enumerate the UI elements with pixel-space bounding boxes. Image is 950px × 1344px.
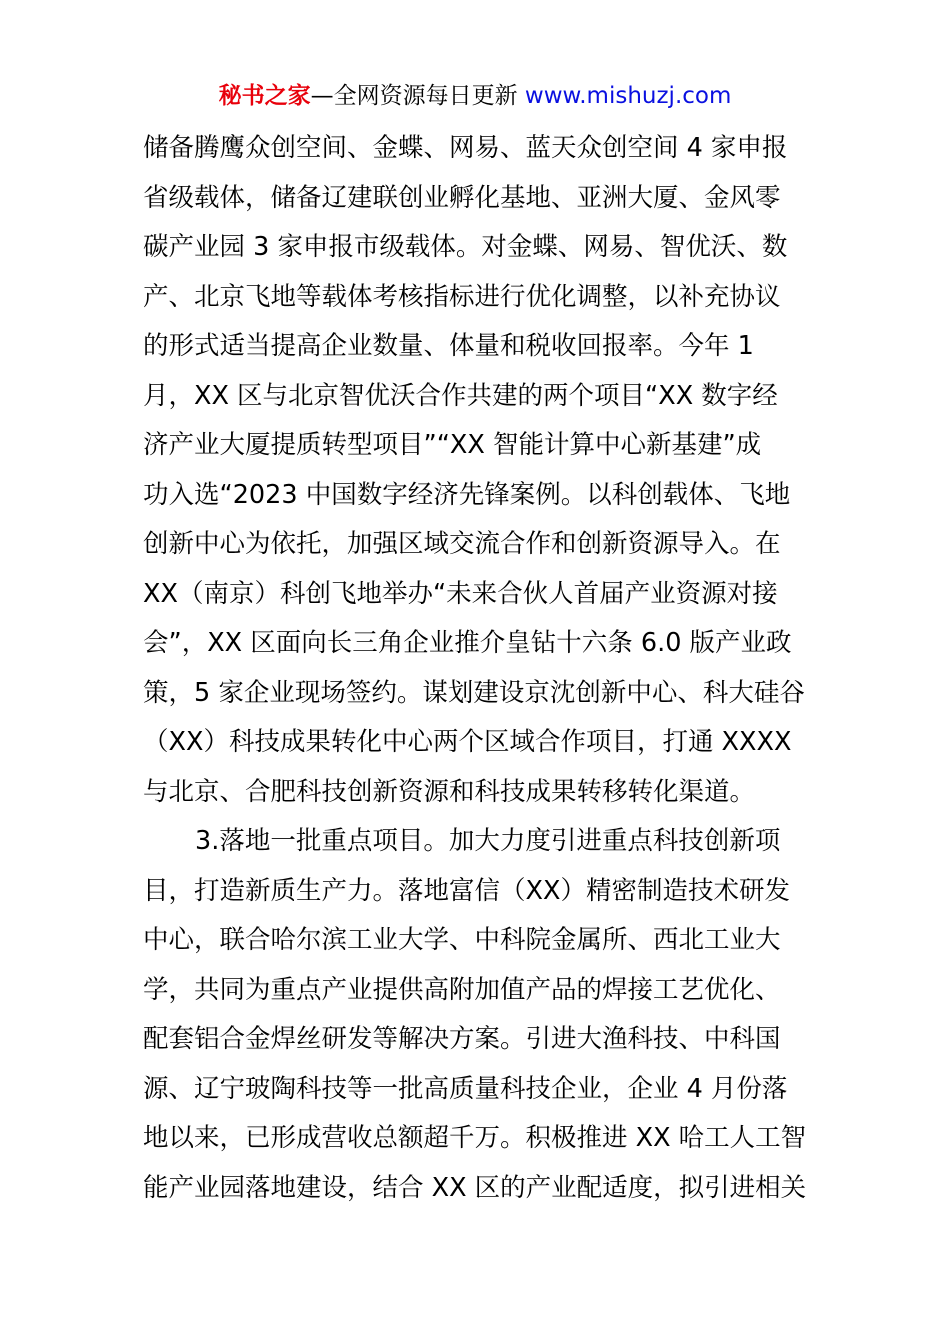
text-line: 济产业大厦提质转型项目”“XX 智能计算中心新基建”成 (143, 430, 762, 460)
text-line: 源、辽宁玻陶科技等一批高质量科技企业，企业 4 月份落 (143, 1073, 788, 1104)
text-line: 功入选“2023 中国数字经济先锋案例。以科创载体、飞地 (143, 479, 791, 510)
text-line: 策，5 家企业现场签约。谋划建设京沈创新中心、科大硅谷 (143, 677, 805, 708)
text-line: 配套铝合金焊丝研发等解决方案。引进大渔科技、中科国 (143, 1024, 781, 1054)
text-line: （XX）科技成果转化中心两个区域合作项目，打通 XXXX (143, 727, 792, 757)
site-tagline: —全网资源每日更新 (310, 83, 525, 109)
text-line: 目，打造新质生产力。落地富信（XX）精密制造技术研发 (143, 875, 790, 906)
text-line: 产、北京飞地等载体考核指标进行优化调整，以补充协议 (143, 281, 781, 312)
document-body (143, 124, 813, 1213)
text-line: 碳产业园 3 家申报市级载体。对金蝶、网易、智优沃、数 (143, 232, 788, 262)
text-line: 会”，XX 区面向长三角企业推介皇钻十六条 6.0 版产业政 (143, 628, 792, 658)
site-header (0, 80, 950, 112)
site-url-link[interactable]: www.mishuzj.com (524, 83, 732, 109)
text-line: 中心，联合哈尔滨工业大学、中科院金属所、西北工业大 (143, 925, 781, 955)
section-heading-line: 3.落地一批重点项目。加大力度引进重点科技创新项 (195, 826, 781, 856)
text-line: 储备腾鹰众创空间、金蝶、网易、蓝天众创空间 4 家申报 (143, 133, 788, 163)
text-line: XX（南京）科创飞地举办“未来合伙人首届产业资源对接 (143, 578, 778, 609)
site-brand: 秘书之家 (218, 83, 311, 109)
text-line: 省级载体，储备辽建联创业孵化基地、亚洲大厦、金风零 (143, 182, 781, 213)
text-line: 创新中心为依托，加强区域交流合作和创新资源导入。在 (143, 529, 781, 559)
text-line: 月，XX 区与北京智优沃合作共建的两个项目“XX 数字经 (143, 380, 778, 411)
text-line: 的形式适当提高企业数量、体量和税收回报率。今年 1 (143, 331, 754, 361)
text-line: 地以来，已形成营收总额超千万。积极推进 XX 哈工人工智 (143, 1123, 807, 1153)
text-line: 学，共同为重点产业提供高附加值产品的焊接工艺优化、 (143, 974, 781, 1005)
text-line: 能产业园落地建设，结合 XX 区的产业配适度，拟引进相关 (143, 1172, 807, 1203)
text-line: 与北京、合肥科技创新资源和科技成果转移转化渠道。 (143, 776, 756, 807)
